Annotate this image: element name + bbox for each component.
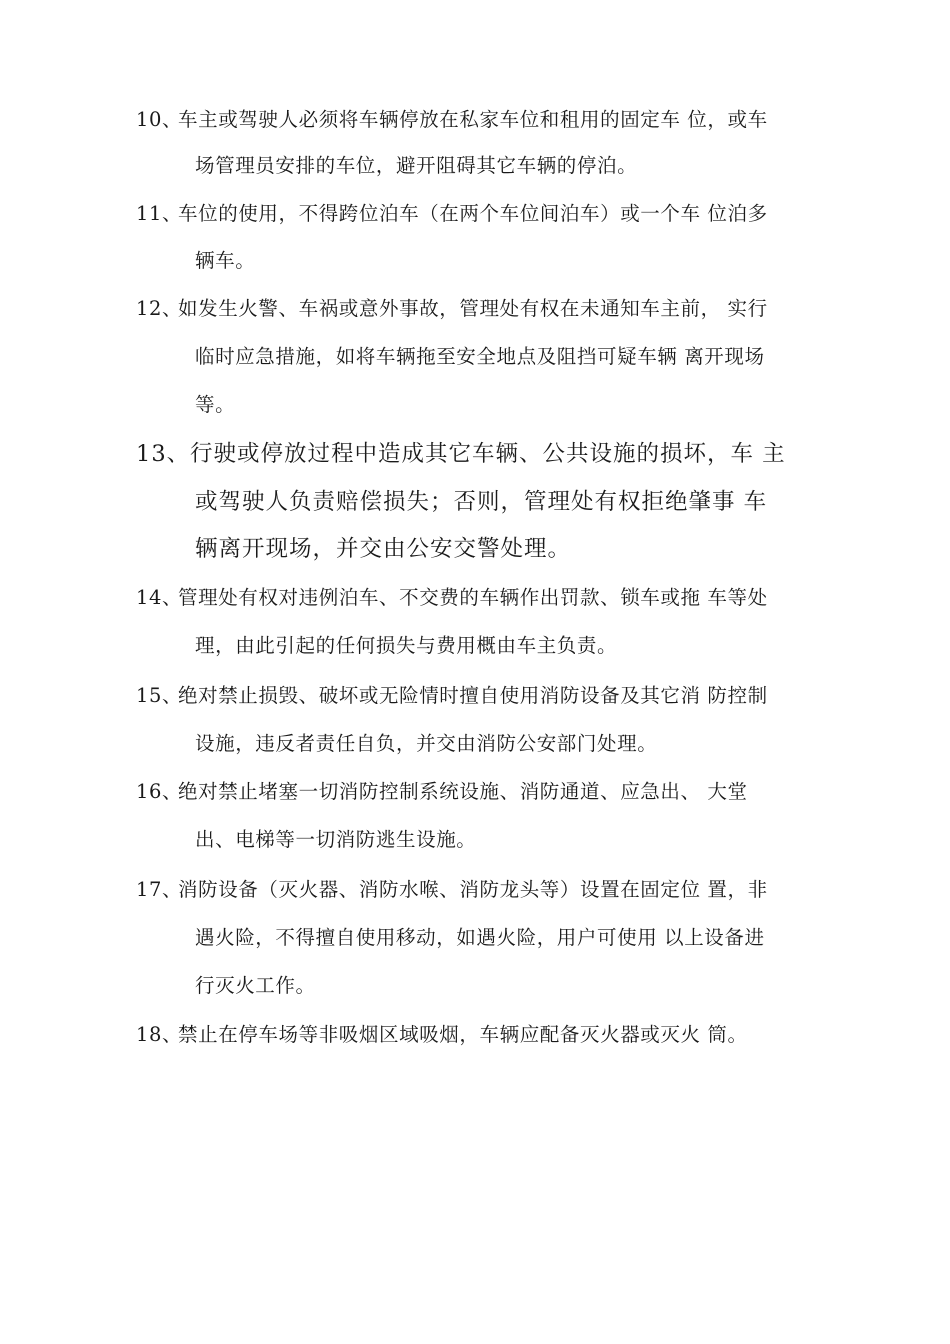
clause-text: 辆车。 (195, 249, 256, 272)
clause-text: 绝对禁止堵塞一切消防控制系统设施、消防通道、应急出、 大堂 (178, 780, 748, 803)
clause-text: 禁止在停车场等非吸烟区域吸烟，车辆应配备灭火器或灭火 筒。 (178, 1023, 748, 1046)
clause-number: 11、 (136, 202, 183, 225)
clause-number: 12、 (136, 297, 183, 320)
clause-text: 消防设备（灭火器、消防水喉、消防龙头等）设置在固定位 置，非 (178, 878, 768, 901)
clause-number: 14、 (136, 586, 183, 609)
clause-text: 绝对禁止损毁、破坏或无险情时擅自使用消防设备及其它消 防控制 (178, 684, 768, 707)
clause-text: 等。 (195, 393, 236, 416)
clause-number: 10、 (136, 108, 183, 131)
clause-number: 15、 (136, 684, 183, 707)
clause-text: 行灭火工作。 (195, 974, 316, 997)
clause-text: 设施，违反者责任自负，并交由消防公安部门处理。 (195, 732, 658, 755)
clause-text: 如发生火警、车祸或意外事故，管理处有权在未通知车主前， 实行 (178, 297, 768, 320)
clause-text: 出、电梯等一切消防逃生设施。 (195, 828, 477, 851)
clause-text: 遇火险，不得擅自使用移动，如遇火险，用户可使用 以上设备进 (195, 926, 765, 949)
clause-text: 理，由此引起的任何损失与费用概由车主负责。 (195, 634, 618, 657)
clause-text: 辆离开现场，并交由公安交警处理。 (195, 536, 572, 562)
clause-text: 行驶或停放过程中造成其它车辆、公共设施的损坏，车 主 (190, 441, 786, 467)
clause-text: 车主或驾驶人必须将车辆停放在私家车位和租用的固定车 位，或车 (178, 108, 768, 131)
clause-text: 或驾驶人负责赔偿损失；否则，管理处有权拒绝肇事 车 (195, 489, 768, 515)
clause-text: 管理处有权对违例泊车、不交费的车辆作出罚款、锁车或拖 车等处 (178, 586, 768, 609)
clause-number: 17、 (136, 878, 183, 901)
clause-text: 临时应急措施，如将车辆拖至安全地点及阻挡可疑车辆 离开现场 (195, 345, 765, 368)
clause-number: 16、 (136, 780, 183, 803)
clause-number: 13、 (136, 441, 191, 467)
clause-number: 18、 (136, 1023, 183, 1046)
clause-text: 场管理员安排的车位，避开阻碍其它车辆的停泊。 (195, 154, 638, 177)
clause-text: 车位的使用，不得跨位泊车（在两个车位间泊车）或一个车 位泊多 (178, 202, 768, 225)
